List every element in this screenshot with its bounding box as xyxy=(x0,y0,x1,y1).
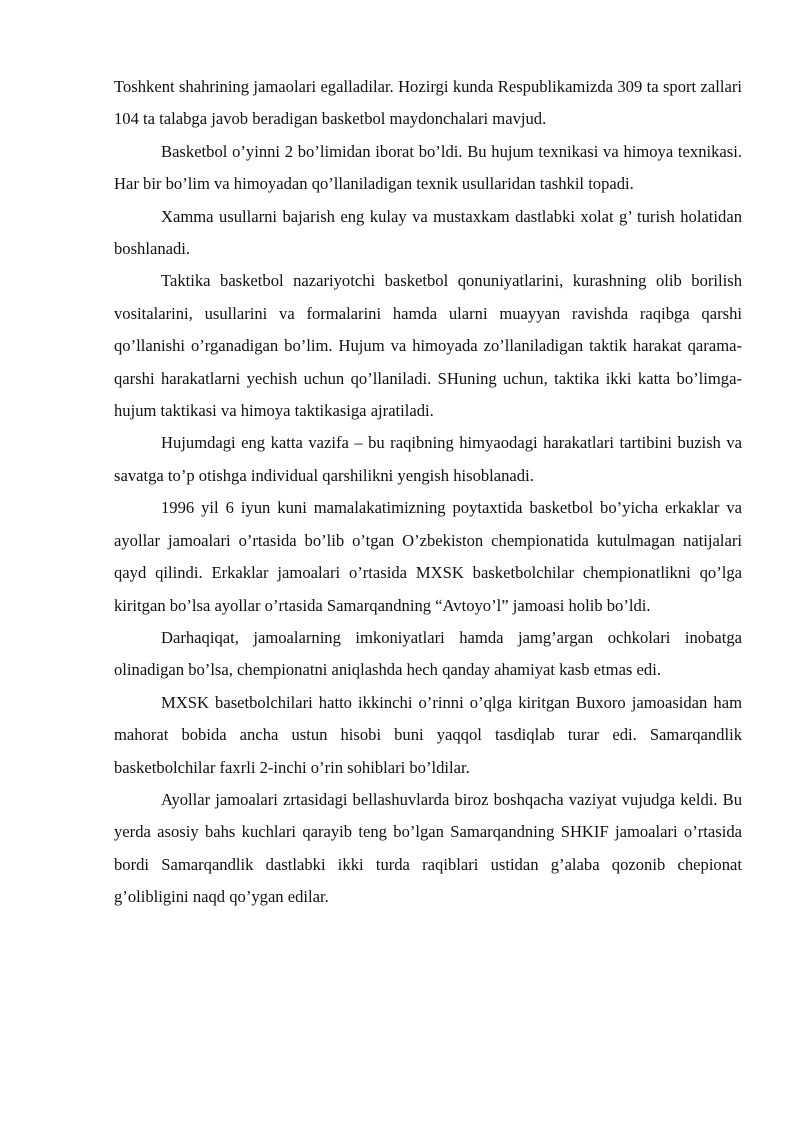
paragraph-women-teams: Ayollar jamoalari zrtasidagi bellashuvlarda biroz boshqacha vaziyat vujudga keldi. Bu yerda asosiy bahs kuchlari qarayib teng bo’lgan Samarqandning SHKIF jamoalari o’rtasida bordi Samarqandlik dastlabki ikki turda raqiblari ustidan g’alaba qozonib chepionat g’olibligini naqd qo’ygan edilar. xyxy=(114,789,742,907)
paragraph-starting-position: Xamma usullarni bajarish eng kulay va mustaxkam dastlabki xolat g’ turish holatidan boshlanadi. xyxy=(114,206,742,259)
document-page xyxy=(114,71,742,914)
paragraph-team-capabilities: Darhaqiqat, jamoalarning imkoniyatlari hamda jamg’argan ochkolari inobatga olinadigan bo’lsa, chempionatni aniqlashda hech qanday ahamiyat kasb etmas edi. xyxy=(114,627,742,680)
paragraph-mxsk-players: MXSK basetbolchilari hatto ikkinchi o’rinni o’qlga kiritgan Buxoro jamoasidan ham mahorat bobida ancha ustun hisobi buni yaqqol tasdiqlab turar edi. Samarqandlik basketbolchilar faxrli 2-inchi o’rin sohiblari bo’ldilar. xyxy=(114,692,742,777)
paragraph-tactics: Taktika basketbol nazariyotchi basketbol qonuniyatlarini, kurashning olib borilish vositalarini, usullarini va formalarini hamda ularni muayyan ravishda raqibga qarshi qo’llanishi o’rganadigan bo’lim. Hujum va himoyada zo’llaniladigan taktik harakat qarama-qarshi harakatlarni yechish uchun qo’llaniladi. SHuning uchun, taktika ikki katta bo’limga-hujum taktikasi va himoya taktikasiga ajratiladi. xyxy=(114,271,742,421)
paragraph-attack-task: Hujumdagi eng katta vazifa – bu raqibning himyaodagi harakatlari tartibini buzish va savatga to’p otishga individual qarshilikni yengish hisoblanadi. xyxy=(114,433,742,485)
paragraph-1-continuation: Toshkent shahrining jamaolari egalladilar. Hozirgi kunda Respublikamizda 309 ta sport zallari 104 ta talabga javob beradigan basketbol maydonchalari mavjud. xyxy=(114,77,742,129)
paragraph-1996-championship: 1996 yil 6 iyun kuni mamalakatimizning poytaxtida basketbol bo’yicha erkaklar va ayollar jamoalari o’rtasida bo’lib o’tgan O’zbekiston chempionatida kutulmagan natijalari qayd qilindi. Erkaklar jamoalari o’rtasida MXSK basketbolchilar chempionatlikni qo’lga kiritgan bo’lsa ayollar o’rtasida Samarqandning “Avtoyo’l” jamoasi holib bo’ldi. xyxy=(114,498,742,615)
paragraph-basketball-parts: Basketbol o’yinni 2 bo’limidan iborat bo’ldi. Bu hujum texnikasi va himoya texnikasi. Har bir bo’lim va himoyadan qo’llaniladigan texnik usullaridan tashkil topadi. xyxy=(114,141,742,194)
